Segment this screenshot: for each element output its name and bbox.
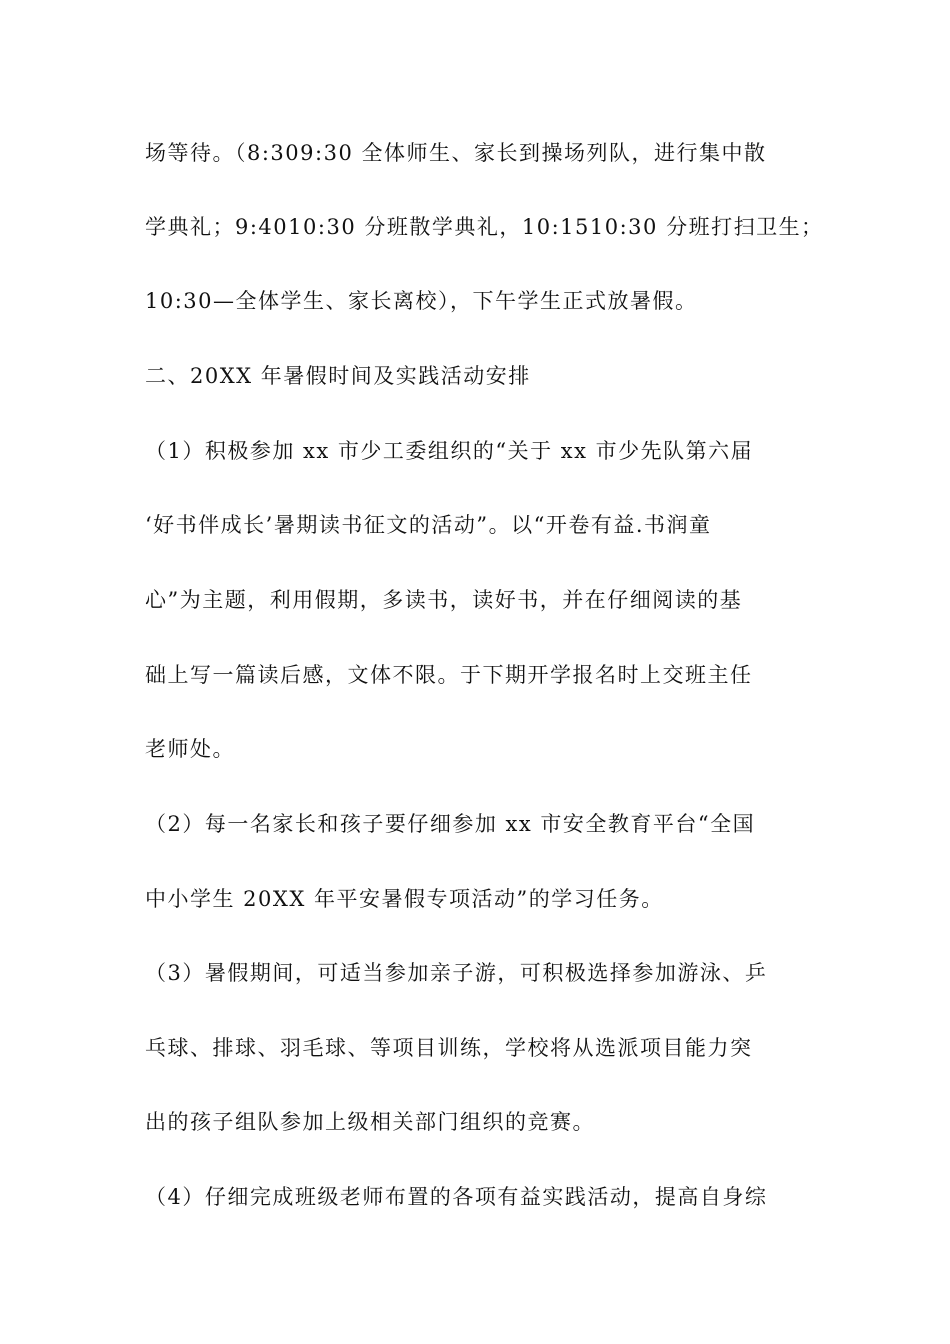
paragraph-line: （1）积极参加 xx 市少工委组织的“关于 xx 市少先队第六届 [145,439,754,463]
paragraph-line: 学典礼；9:4010:30 分班散学典礼，10:1510:30 分班打扫卫生； [145,215,824,239]
paragraph-line: 础上写一篇读后感，文体不限。于下期开学报名时上交班主任 [145,663,753,687]
paragraph-line: ‘好书伴成长’暑期读书征文的活动”。以“开卷有益.书润童 [145,513,712,537]
paragraph-line: （4）仔细完成班级老师布置的各项有益实践活动，提高自身综 [145,1185,768,1209]
paragraph-line: 中小学生 20XX 年平安暑假专项活动”的学习任务。 [145,887,664,911]
paragraph-line: （3）暑假期间，可适当参加亲子游，可积极选择参加游泳、乒 [145,961,768,985]
paragraph-line: 10:30—全体学生、家长离校），下午学生正式放暑假。 [145,289,698,313]
paragraph-line: 心”为主题，利用假期，多读书，读好书，并在仔细阅读的基 [145,588,743,612]
section-heading: 二、20XX 年暑假时间及实践活动安排 [145,364,531,388]
paragraph-line: 场等待。（8:309:30 全体师生、家长到操场列队，进行集中散 [145,141,767,165]
paragraph-line: 乓球、排球、羽毛球、等项目训练，学校将从选派项目能力突 [145,1036,753,1060]
paragraph-line: 出的孩子组队参加上级相关部门组织的竞赛。 [145,1110,595,1134]
paragraph-line: （2）每一名家长和孩子要仔细参加 xx 市安全教育平台“全国 [145,812,756,836]
paragraph-line: 老师处。 [145,737,235,761]
